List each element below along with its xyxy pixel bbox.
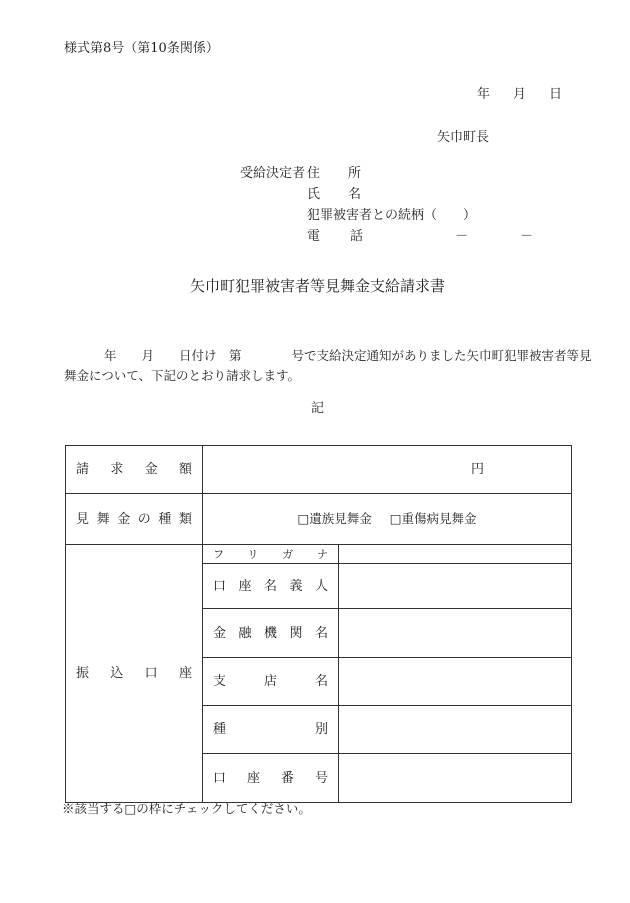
recipient-relation-line [307,209,533,230]
yen-unit-label: 円 [471,462,485,477]
benefit-type-row [66,494,572,545]
bank-name-input-cell[interactable] [339,609,572,658]
checkbox-bereaved-family-benefit[interactable]: □遺族見舞金 [297,510,372,526]
relation-label: 犯罪被害者との続柄（ ） [307,208,477,223]
recipient-role-label: 受給決定者 [240,166,306,181]
benefit-type-label: 見舞金の種類 [66,494,203,545]
account-type-input-cell[interactable] [339,706,572,754]
account-number-input-cell[interactable] [339,754,572,803]
account-holder-label: 口座名義人 [203,564,339,609]
recipient-address-line [307,167,533,188]
date-line [477,88,562,101]
section-marker: 記 [310,401,324,416]
checkbox-serious-injury-benefit[interactable]: □重傷病見舞金 [389,510,477,526]
benefit-options-cell [203,494,572,545]
recipient-name-line [307,188,533,209]
account-holder-input-cell[interactable] [339,564,572,609]
account-number-label: 口座番号 [203,754,339,803]
claim-amount-label: 請求金額 [66,446,203,494]
phone-label: 電話 [307,229,363,244]
claim-amount-row [66,446,572,494]
addressee-mayor: 矢巾町長 [437,130,490,145]
recipient-block [240,167,533,251]
claim-amount-input-cell[interactable] [203,446,572,494]
branch-name-input-cell[interactable] [339,658,572,706]
bank-name-label: 金融機関名 [203,609,339,658]
body-paragraph-line1: 年 月 日付け 第 号で支給決定通知がありました矢巾町犯罪被害者等見 [104,348,592,363]
account-type-label: 種別 [203,706,339,754]
form-number: 様式第8号（第10条関係） [64,41,219,56]
recipient-phone-line [307,230,533,251]
furigana-input-cell[interactable] [339,545,572,564]
document-title: 矢巾町犯罪被害者等見舞金支給請求書 [189,277,445,295]
month-label: 月 [513,87,527,102]
furigana-label: フリガナ [203,545,339,564]
phone-dashes: － － [455,229,534,244]
day-label: 日 [549,87,563,102]
claim-table [65,445,572,803]
transfer-account-label: 振込口座 [66,545,203,803]
furigana-row [66,545,572,564]
body-paragraph-line2: 舞金について、下記のとおり請求します。 [64,368,301,383]
branch-name-label: 支店名 [203,658,339,706]
checkbox-instruction-footnote: ※該当する□の枠にチェックしてください。 [62,801,311,816]
address-label: 住所 [307,166,361,181]
name-label: 氏名 [307,187,361,202]
year-label: 年 [477,87,491,102]
